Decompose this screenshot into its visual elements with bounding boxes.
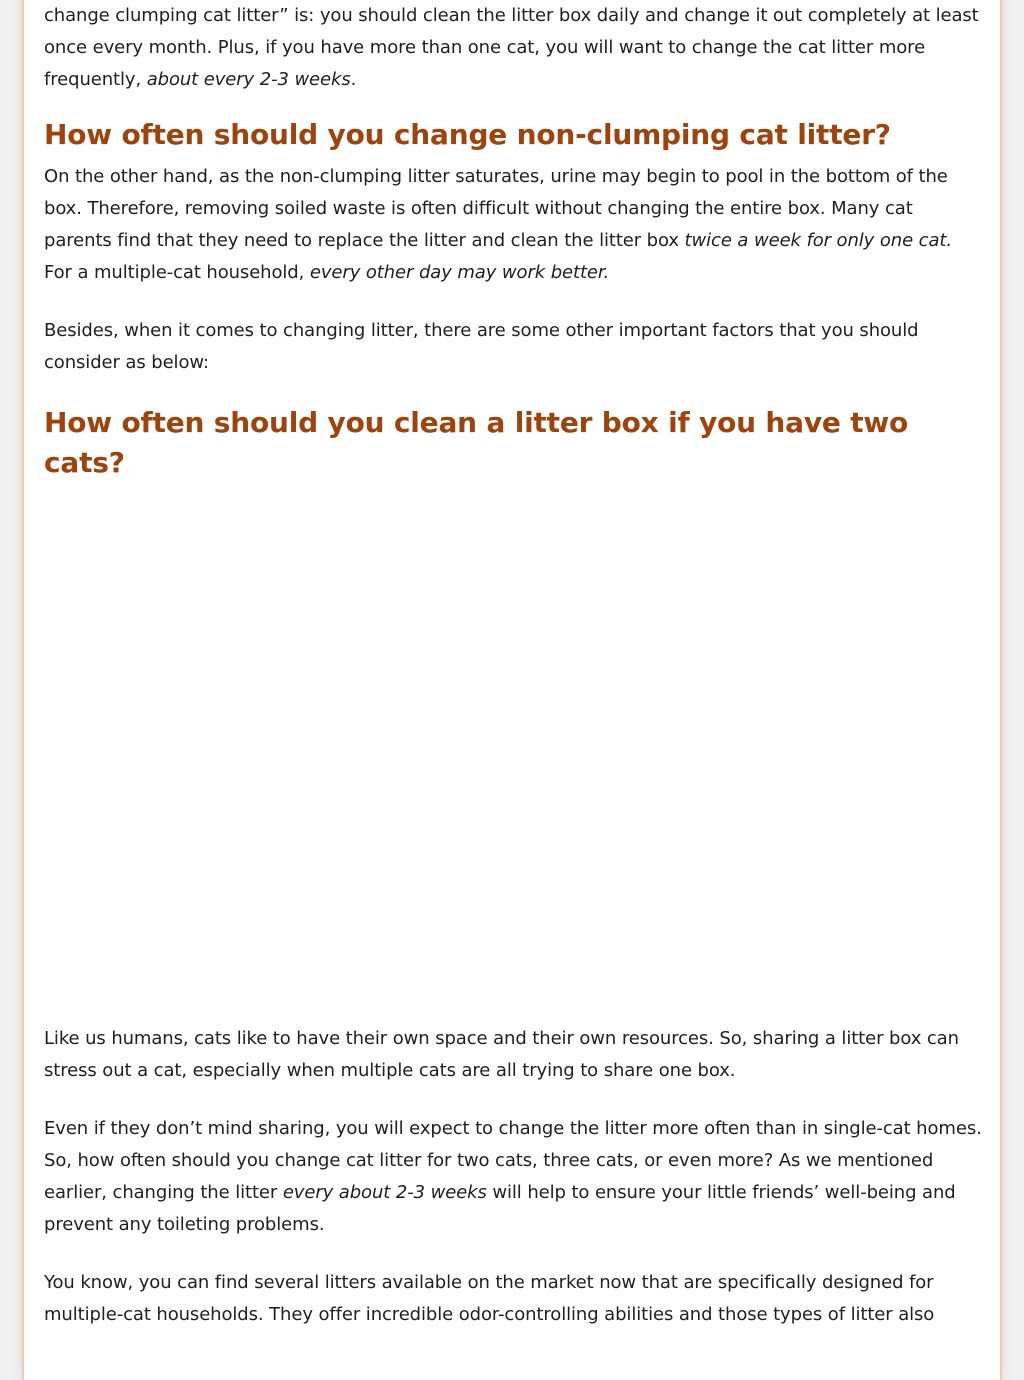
paragraph-clumping-frequency: change clumping cat litter” is: you should clean the litter box daily and change it out completely at least once every month. Plus, if you have more than one cat, you will want to change the cat litter more frequently, about every 2-3 weeks. (44, 5, 979, 90)
paragraph-humans: Like us humans, cats like to have their own space and their own resources. So, sharing a litter box can stress out a cat, especially when multiple cats are all trying to share one box. (44, 1028, 959, 1081)
paragraph-market: You know, you can find several litters available on the market now that are specifically designed for multiple-cat households. They offer incredible odor-controlling abilities and those types of litter also (44, 1272, 935, 1325)
heading-non-clumping: How often should you change non-clumping cat litter? (44, 118, 891, 151)
paragraph-sharing: Even if they don’t mind sharing, you will expect to change the litter more often than in single-cat homes. So, how often should you change cat litter for two cats, three cats, or even more? As we mentioned earlier, changing the litter every about 2-3 weeks will help to ensure your little friends’ well-being and prevent any toileting problems. (44, 1118, 982, 1235)
heading-two-cats: How often should you clean a litter box if you have two cats? (44, 406, 909, 479)
article-content (44, 0, 984, 1331)
article-card (22, 0, 1002, 1380)
paragraph-besides: Besides, when it comes to changing litter, there are some other important factors that you should consider as below: (44, 320, 919, 373)
image-placeholder (44, 483, 984, 1023)
paragraph-non-clumping: On the other hand, as the non-clumping litter saturates, urine may begin to pool in the bottom of the box. Therefore, removing soiled waste is often difficult without changing the entire box. Many cat parents find that they need to replace the litter and clean the litter box twice a week for only one cat. For a multiple-cat household, every other day may work better. (44, 166, 952, 283)
